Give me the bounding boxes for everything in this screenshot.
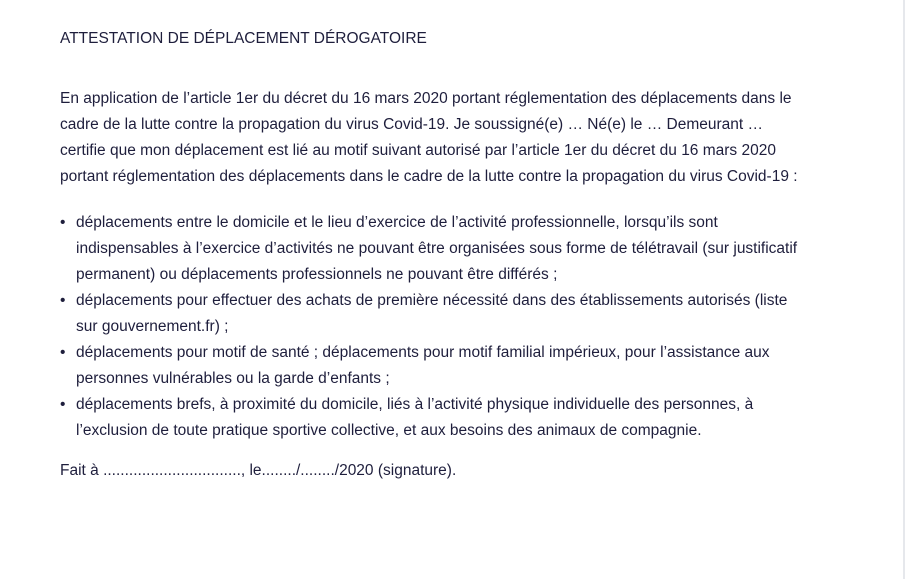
motif-text-exercise: déplacements brefs, à proximité du domicile, liés à l’activité physique individuelle des personnes, à l’exclusion de toute pratique sportive collective, et aux besoins des animaux de compagnie. xyxy=(76,396,754,439)
motif-text-shopping: déplacements pour effectuer des achats de première nécessité dans des établissements autorisés (liste sur gouvernement.fr) ; xyxy=(76,292,788,335)
list-item xyxy=(60,392,810,444)
motif-list xyxy=(60,210,810,444)
list-item xyxy=(60,288,810,340)
attestation-content xyxy=(60,28,810,484)
motif-text-work: déplacements entre le domicile et le lieu d’exercice de l’activité professionnelle, lorsqu’ils sont indispensables à l’exercice d’activités ne pouvant être organisées sous forme de télétravail (sur justificatif permanent) ou déplacements professionnels ne pouvant être différés ; xyxy=(76,214,798,283)
document-title: ATTESTATION DE DÉPLACEMENT DÉROGATOIRE xyxy=(60,30,427,47)
signature-line: Fait à ................................, le......../......../2020 (signature). xyxy=(60,462,457,479)
list-item xyxy=(60,340,810,392)
bullet-icon: • xyxy=(60,214,66,231)
motif-text-health-family: déplacements pour motif de santé ; déplacements pour motif familial impérieux, pour l’assistance aux personnes vulnérables ou la garde d’enfants ; xyxy=(76,344,770,387)
bullet-icon: • xyxy=(60,396,66,413)
bullet-icon: • xyxy=(60,292,66,309)
list-item xyxy=(60,210,810,288)
bullet-icon: • xyxy=(60,344,66,361)
intro-paragraph: En application de l’article 1er du décret du 16 mars 2020 portant réglementation des déplacements dans le cadre de la lutte contre la propagation du virus Covid-19. Je soussigné(e) … Né(e) le … Demeurant … certifie que mon déplacement est lié au motif suivant autorisé par l’article 1er du décret du 16 mars 2020 portant réglementation des déplacements dans le cadre de la lutte contre la propagation du virus Covid-19 : xyxy=(60,90,798,185)
